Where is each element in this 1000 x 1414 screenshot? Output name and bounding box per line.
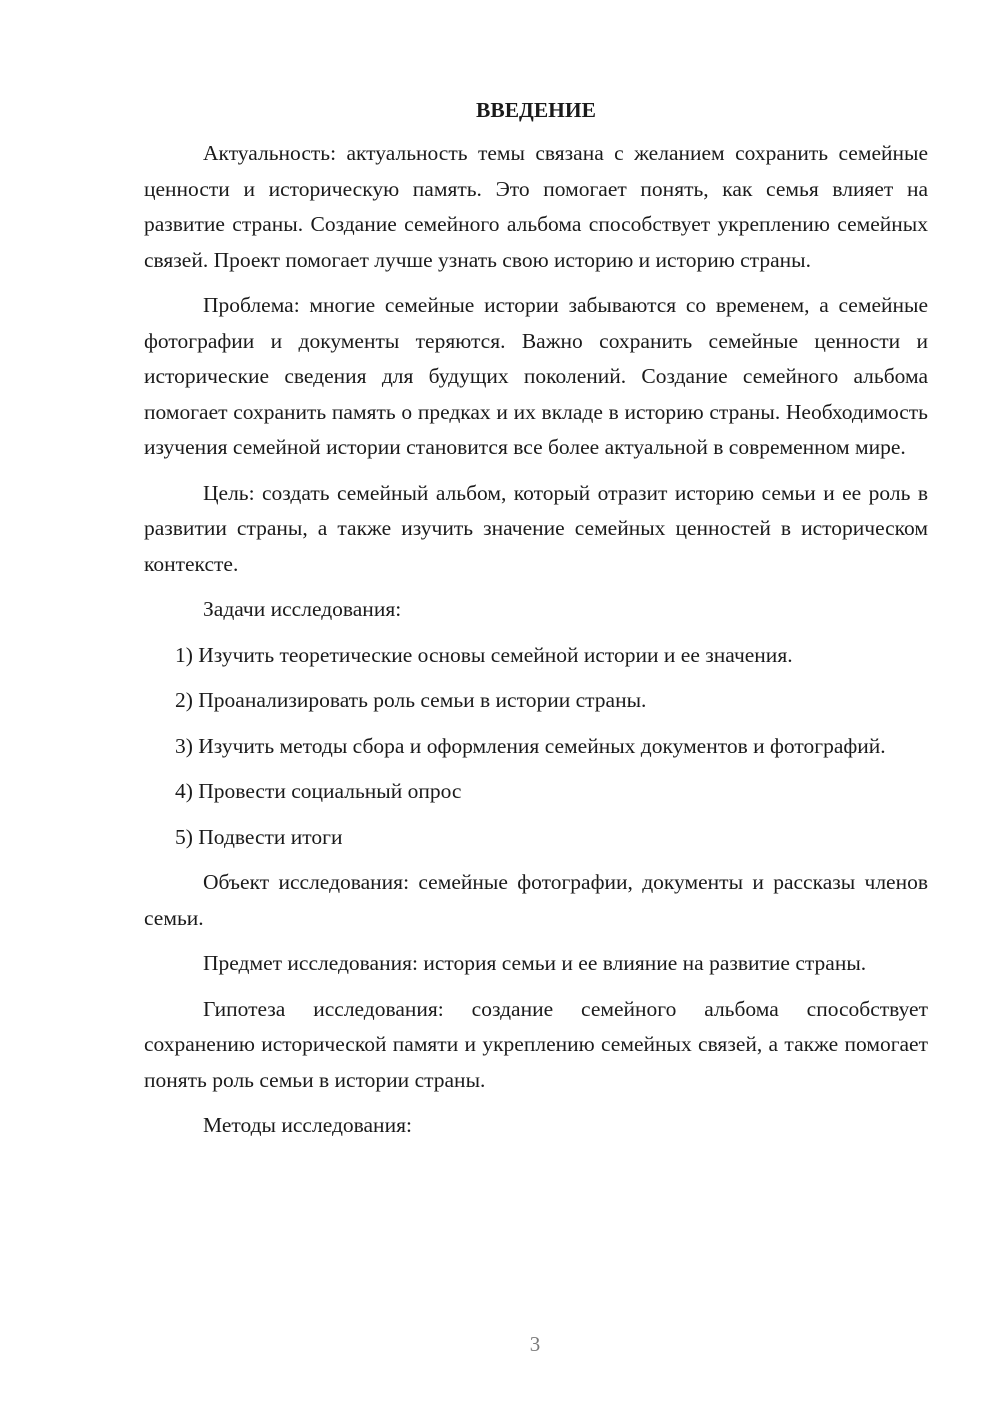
tasks-heading: Задачи исследования: (203, 597, 402, 621)
paragraph-object: Объект исследования: семейные фотографии, документы и рассказы членов семьи. (144, 870, 928, 930)
paragraph-relevance: Актуальность: актуальность темы связана с желанием сохранить семейные ценности и историческую память. Это помогает понять, как семья влияет на развитие страны. Создание семейного альбома способствует укреплению семейных связей. Проект помогает лучше узнать свою историю и историю страны. (144, 141, 928, 272)
task-item-3: 3) Изучить методы сбора и оформления семейных документов и фотографий. (175, 733, 886, 758)
methods-heading: Методы исследования: (203, 1113, 412, 1137)
page-content (144, 92, 928, 1154)
paragraph-hypothesis: Гипотеза исследования: создание семейного альбома способствует сохранению исторической памяти и укреплению семейных связей, а также помогает понять роль семьи в истории страны. (144, 996, 928, 1092)
paragraph-subject: Предмет исследования: история семьи и ее влияние на развитие страны. (203, 951, 867, 975)
page-number: 3 (529, 1332, 541, 1356)
task-item-2: 2) Проанализировать роль семьи в истории страны. (175, 688, 647, 712)
paragraph-problem: Проблема: многие семейные истории забываются со временем, а семейные фотографии и документы теряются. Важно сохранить семейные ценности и исторические сведения для будущих поколений. Создание семейного альбома помогает сохранить память о предках и их вкладе в историю страны. Необходимость изучения семейной истории становится все более актуальной в современном мире. (144, 293, 928, 459)
task-item-4: 4) Провести социальный опрос (175, 779, 462, 803)
paragraph-goal: Цель: создать семейный альбом, который отразит историю семьи и ее роль в развитии страны, а также изучить значение семейных ценностей в историческом контексте. (144, 480, 928, 576)
task-item-5: 5) Подвести итоги (175, 824, 343, 849)
page-title: ВВЕДЕНИЕ (476, 98, 596, 122)
task-item-1: 1) Изучить теоретические основы семейной истории и ее значения. (175, 642, 793, 667)
